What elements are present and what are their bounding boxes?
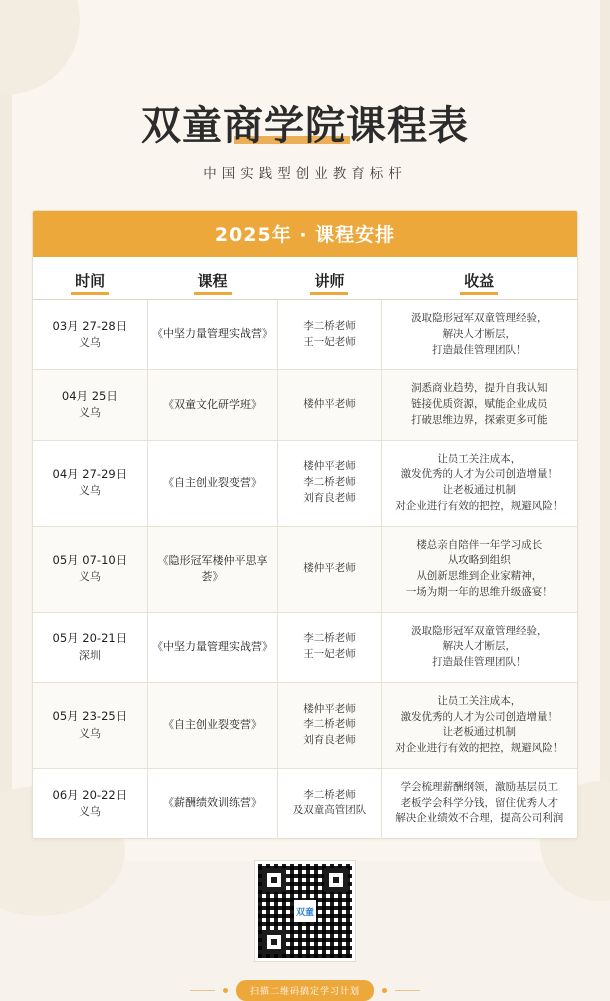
teacher-name: 王一妃老师 [303,648,356,661]
table-row [33,682,577,768]
benefit-line: 解决企业绩效不合理，提高公司利润 [395,812,564,825]
course-name: 《中坚力量管理实战营》 [152,327,273,341]
table-row [33,370,577,440]
cell-benefit [381,612,577,682]
benefit-line: 楼总亲自陪伴一年学习成长 [416,538,543,551]
cell-date: 04月 25日 [61,389,118,403]
qr-caption-text: 扫描二维码搞定学习计划 [236,980,374,1001]
benefit-line: 激发优秀的人才为公司创造增量！ [400,710,559,723]
cell-city: 义乌 [78,336,101,349]
cell-time [33,370,147,440]
table-header-row [33,257,577,300]
benefit-line: 激发优秀的人才为公司创造增量！ [400,468,559,481]
cell-benefit [381,370,577,440]
cell-city: 深圳 [78,648,101,662]
course-name: 《自主创业裂变营》 [163,475,262,489]
cell-time [33,768,147,838]
teacher-name: 楼仲平老师 [303,702,356,715]
page-title [141,104,469,148]
cell-city: 义乌 [78,726,101,740]
teacher-name: 李二桥老师 [303,788,356,801]
benefit-line: 汲取隐形冠军双童管理经验， [411,624,548,637]
cell-date: 05月 20-21日 [52,631,128,646]
benefit-line: 让老板通过机制 [442,484,517,496]
cell-benefit [381,300,577,370]
qr-caption [190,980,420,1001]
teacher-name: 刘育良老师 [303,734,356,747]
schedule-table [33,257,577,838]
course-name: 《中坚力量管理实战营》 [152,639,273,653]
teacher-name: 李二桥老师 [303,476,356,489]
benefit-line: 一场为期一年的思维升级盛宴！ [405,585,553,598]
caption-dot-left [223,988,228,993]
title-block [32,0,578,182]
benefit-line: 让老板通过机制 [442,726,517,739]
course-name: 《双童文化研学班》 [163,397,262,411]
cell-city: 义乌 [78,804,101,818]
column-header-teacher [278,257,381,300]
benefit-line: 让员工关注成本， [437,452,522,465]
teacher-name: 楼仲平老师 [303,398,356,410]
benefit-line: 链接优质资源，赋能企业成员 [411,398,548,410]
column-header-teacher-label: 讲师 [310,270,348,291]
page-title-text: 双童商学院课程表 [141,103,469,149]
cell-course [147,612,278,682]
cell-course [147,682,278,768]
cell-teacher [278,612,381,682]
column-header-course-label: 课程 [194,270,232,291]
benefit-line: 老板学会科学分钱，留住优秀人才 [400,796,559,809]
schedule-card-header: 2025年 · 课程安排 [33,211,577,257]
schedule-card [32,210,578,839]
schedule-table-body [33,300,577,839]
caption-line-right [395,990,420,991]
cell-city: 义乌 [78,406,101,420]
column-header-course [147,257,278,300]
benefit-line: 对企业进行有效的把控，规避风险！ [395,742,564,754]
cell-course [147,440,278,526]
cell-benefit [381,768,577,838]
caption-line-left [190,990,215,991]
course-name: 《薪酬绩效训练营》 [163,796,262,810]
benefit-line: 打破思维边界，探索更多可能 [411,413,548,426]
cell-benefit [381,682,577,768]
teacher-name: 李二桥老师 [303,319,356,332]
benefit-line: 解决人才断层， [442,327,517,340]
cell-time [33,440,147,526]
column-header-benefit-label: 收益 [460,270,498,291]
cell-course [147,370,278,440]
page-subtitle: 中国实践型创业教育标杆 [203,166,407,182]
teacher-name: 及双童高管团队 [292,804,367,817]
qr-finder-top-left-icon [262,868,286,892]
cell-teacher [278,370,381,440]
benefit-line: 打造最佳管理团队！ [432,656,527,668]
cell-date: 04月 27-29日 [52,467,128,482]
benefit-line: 让员工关注成本， [437,694,522,707]
caption-dot-right [382,988,387,993]
benefit-line: 从攻略到组织 [447,554,511,567]
cell-course [147,300,278,370]
cell-time [33,526,147,612]
cell-city: 义乌 [78,484,101,498]
cell-course [147,526,278,612]
cell-course [147,768,278,838]
benefit-line: 对企业进行有效的把控，规避风险！ [395,499,564,512]
teacher-name: 楼仲平老师 [303,460,356,473]
cell-date: 05月 07-10日 [52,553,128,568]
cell-date: 03月 27-28日 [52,318,128,333]
table-row [33,768,577,838]
qr-section [32,861,578,1001]
qr-center-logo: 双童 [294,900,316,922]
benefit-line: 学会梳理薪酬纲领，激励基层员工 [400,780,559,793]
table-row [33,440,577,526]
cell-teacher [278,768,381,838]
benefit-line: 汲取隐形冠军双童管理经验， [411,312,548,324]
cell-teacher [278,300,381,370]
teacher-name: 李二桥老师 [303,632,356,645]
cell-benefit [381,440,577,526]
qr-code-image[interactable] [255,861,355,961]
cell-benefit [381,526,577,612]
teacher-name: 刘育良老师 [303,491,356,504]
column-header-benefit [381,257,577,300]
qr-finder-top-right-icon [324,868,348,892]
table-row [33,612,577,682]
cell-date: 06月 20-22日 [52,787,128,802]
table-row [33,526,577,612]
cell-date: 05月 23-25日 [52,709,128,724]
course-name: 《隐形冠军楼仲平思享荟》 [157,553,268,583]
cell-teacher [278,682,381,768]
teacher-name: 楼仲平老师 [303,562,356,575]
cell-teacher [278,526,381,612]
cell-city: 义乌 [78,570,101,584]
table-row [33,300,577,370]
cell-teacher [278,440,381,526]
cell-time [33,612,147,682]
teacher-name: 李二桥老师 [303,718,356,731]
column-header-time-label: 时间 [71,270,109,291]
qr-finder-bottom-left-icon [262,930,286,954]
cell-time [33,300,147,370]
benefit-line: 打造最佳管理团队！ [432,343,527,356]
teacher-name: 王一妃老师 [303,335,356,348]
cell-time [33,682,147,768]
benefit-line: 从创新思维到企业家精神， [416,570,543,582]
column-header-time [33,257,147,300]
benefit-line: 洞悉商业趋势，提升自我认知 [411,382,548,395]
benefit-line: 解决人才断层， [442,640,517,653]
course-name: 《自主创业裂变营》 [163,718,262,731]
